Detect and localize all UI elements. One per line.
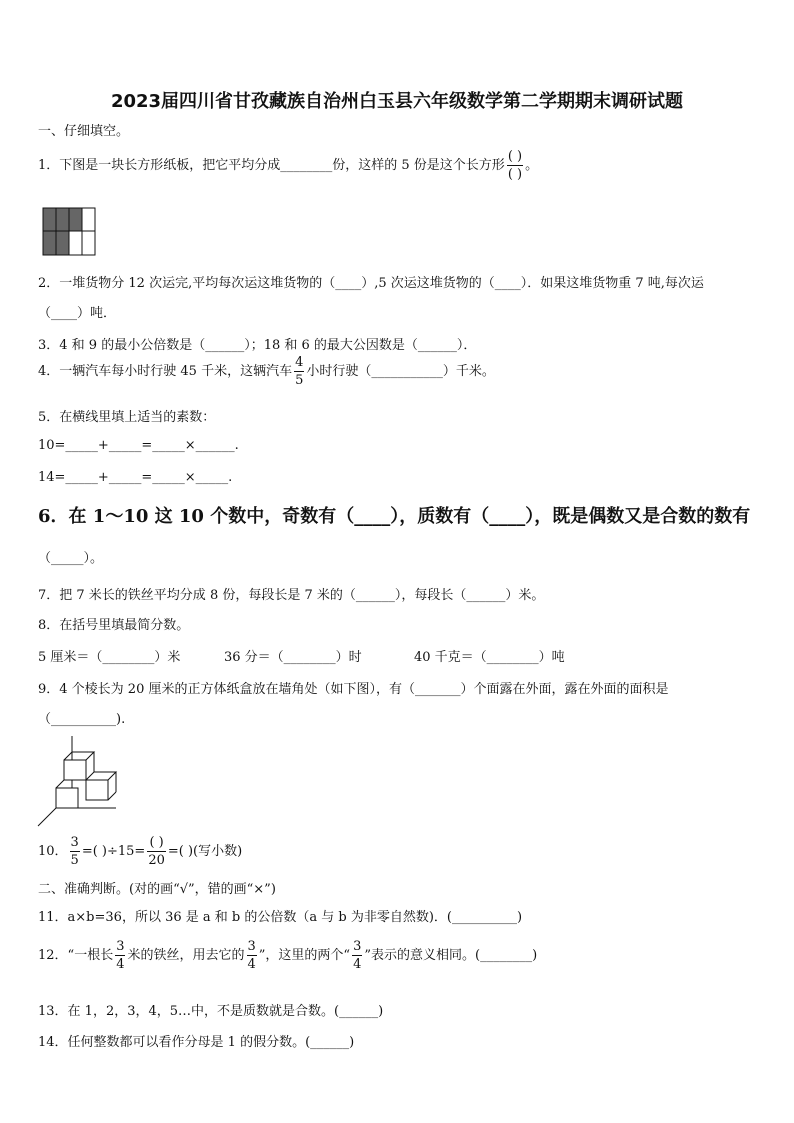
rectangle-grid-figure: [42, 207, 98, 257]
q12-fraction-1: [115, 940, 125, 971]
q12-fraction-2: [247, 940, 257, 971]
question-3: 3．4 和 9 的最小公倍数是（______）；18 和 6 的最大公因数是（______）．: [38, 338, 477, 353]
question-5-line-1: 10=_____+_____=_____×______.: [38, 438, 239, 453]
section-1-heading: 一、仔细填空。: [38, 124, 130, 139]
question-8-part-b: 36 分＝（________）时: [224, 650, 362, 665]
cubes-in-corner-figure: [36, 734, 126, 830]
q1-numerator-blank: ( ): [507, 149, 523, 164]
question-8-part-c: 40 千克＝（________）吨: [414, 650, 565, 665]
q12-numerator-3: 3: [353, 939, 362, 954]
q10-fraction-1: [70, 836, 80, 867]
question-14: 14．任何整数都可以看作分母是 1 的假分数。(______): [38, 1035, 355, 1050]
q10-numerator-2: ( ): [149, 835, 164, 850]
q12-part-2: 米的铁丝，用去它的: [127, 948, 245, 963]
q10-label: 10．: [38, 844, 68, 859]
q4-denominator: 5: [295, 373, 304, 388]
question-11: 11．a×b=36，所以 36 是 a 和 b 的公倍数（a 与 b 为非零自然数)．(__________): [38, 910, 523, 925]
q1-text: 1．下图是一块长方形纸板，把它平均分成________份，这样的 5 份是这个长方形: [38, 158, 505, 173]
q10-denominator-2: 20: [148, 853, 165, 868]
question-2-line-1: 2．一堆货物分 12 次运完,平均每次运这堆货物的（____）,5 次运这堆货物的（____）．如果这堆货物重 7 吨,每次运: [38, 276, 704, 291]
question-9-line-1: 9．4 个棱长为 20 厘米的正方体纸盒放在墙角处（如下图），有（_______）个面露在外面，露在外面的面积是: [38, 682, 669, 697]
question-13: 13．在 1，2，3，4，5…中，不是质数就是合数。(______): [38, 1004, 384, 1019]
q1-suffix: 。: [525, 158, 539, 173]
q4-suffix: 小时行驶（___________）千米。: [306, 364, 495, 379]
q4-fraction: [294, 356, 304, 387]
question-6-line-1: 6．在 1～10 这 10 个数中，奇数有（____），质数有（____），既是偶数又是合数的数有: [38, 506, 751, 527]
question-12: [38, 940, 537, 971]
q12-part-3: ”，这里的两个“: [258, 948, 351, 963]
q10-denominator-1: 5: [70, 853, 79, 868]
q12-denominator-1: 4: [116, 957, 125, 972]
question-8-part-a: 5 厘米＝（________）米: [38, 650, 181, 665]
question-8-title: 8．在括号里填最简分数。: [38, 618, 190, 633]
question-4: [38, 356, 495, 387]
question-10: [38, 836, 242, 867]
question-2-line-2: （____）吨．: [38, 306, 117, 321]
q4-numerator: 4: [295, 355, 304, 370]
q12-numerator-2: 3: [247, 939, 256, 954]
q10-numerator-1: 3: [70, 835, 79, 850]
q12-part-4: ”表示的意义相同。(________): [364, 948, 538, 963]
question-5-title: 5．在横线里填上适当的素数：: [38, 410, 216, 425]
page-title: 2023届四川省甘孜藏族自治州白玉县六年级数学第二学期期末调研试题: [110, 91, 684, 112]
section-2-heading: 二、准确判断。(对的画“√”，错的画“×”): [38, 882, 276, 897]
q4-text: 4．一辆汽车每小时行驶 45 千米，这辆汽车: [38, 364, 293, 379]
q10-suffix: =( )(写小数): [167, 844, 243, 859]
q1-fraction: [507, 150, 523, 181]
q10-middle: =( )÷15=: [81, 844, 146, 859]
question-6-line-2: （_____）。: [38, 551, 104, 566]
question-1: [38, 150, 538, 181]
q12-numerator-1: 3: [116, 939, 125, 954]
q1-denominator-blank: ( ): [507, 167, 523, 182]
q12-denominator-2: 4: [247, 957, 256, 972]
question-5-line-2: 14=_____+_____=_____×_____.: [38, 470, 233, 485]
q10-fraction-2: [147, 836, 166, 867]
q12-fraction-3: [352, 940, 362, 971]
q12-denominator-3: 4: [353, 957, 362, 972]
question-7: 7．把 7 米长的铁丝平均分成 8 份，每段长是 7 米的（______），每段长（______）米。: [38, 588, 545, 603]
q12-part-1: 12．“一根长: [38, 948, 114, 963]
question-9-line-2: （__________).: [38, 712, 126, 727]
